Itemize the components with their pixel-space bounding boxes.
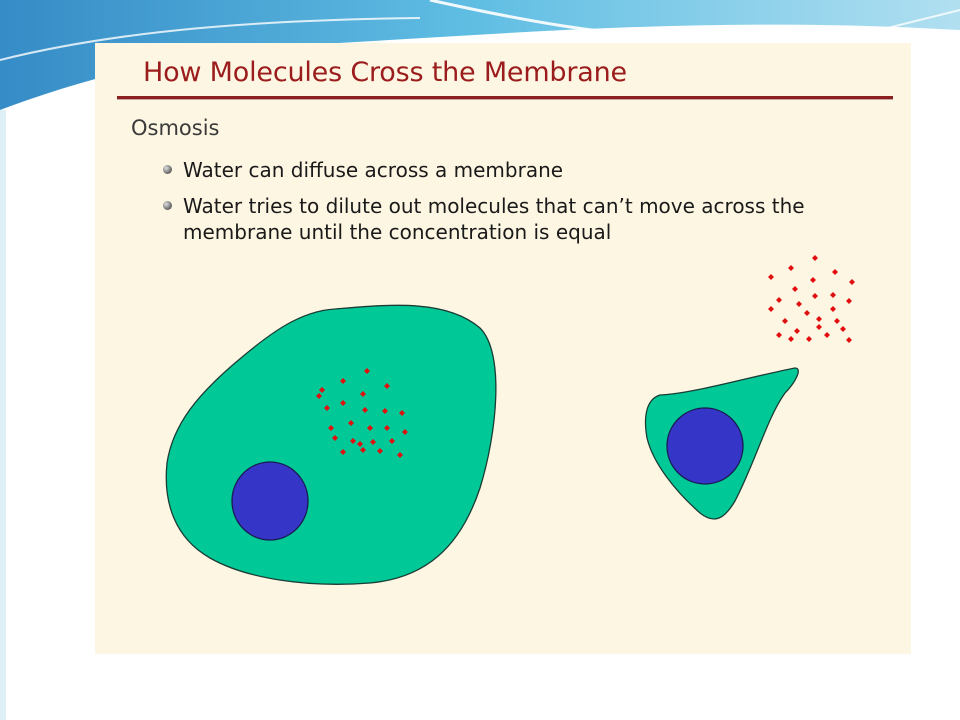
- solute-dot: [794, 328, 800, 334]
- solute-dot: [776, 332, 782, 338]
- solute-dot: [768, 274, 774, 280]
- solute-dot: [846, 298, 852, 304]
- bullet-text: Water can diffuse across a membrane: [183, 158, 564, 182]
- solute-dot: [834, 318, 840, 324]
- outside-solutes: [768, 255, 855, 343]
- solute-dot: [782, 318, 788, 324]
- solute-dot: [796, 301, 802, 307]
- solute-dot: [816, 324, 822, 330]
- solute-dot: [788, 265, 794, 271]
- solute-dot: [812, 293, 818, 299]
- solute-dot: [832, 269, 838, 275]
- large-cell: [166, 305, 496, 584]
- bullet-text: Water tries to dilute out molecules that can’t move across the membrane until the concentration is equal: [183, 194, 805, 244]
- solute-dot: [846, 337, 852, 343]
- solute-dot: [840, 326, 846, 332]
- solute-dot: [810, 277, 816, 283]
- solute-dot: [824, 332, 830, 338]
- large-cell-nucleus: [232, 462, 308, 540]
- solute-dot: [830, 292, 836, 298]
- slide-title: How Molecules Cross the Membrane: [143, 57, 627, 88]
- slide-panel: [95, 43, 911, 654]
- slide-subtitle: Osmosis: [131, 116, 220, 140]
- solute-dot: [806, 336, 812, 342]
- solute-dot: [804, 310, 810, 316]
- solute-dot: [788, 336, 794, 342]
- solute-dot: [812, 255, 818, 261]
- small-cell-nucleus: [667, 408, 743, 484]
- solute-dot: [849, 279, 855, 285]
- osmosis-diagram: [95, 43, 911, 654]
- solute-dot: [776, 297, 782, 303]
- solute-dot: [792, 286, 798, 292]
- solute-dot: [830, 306, 836, 312]
- solute-dot: [768, 306, 774, 312]
- solute-dot: [816, 316, 822, 322]
